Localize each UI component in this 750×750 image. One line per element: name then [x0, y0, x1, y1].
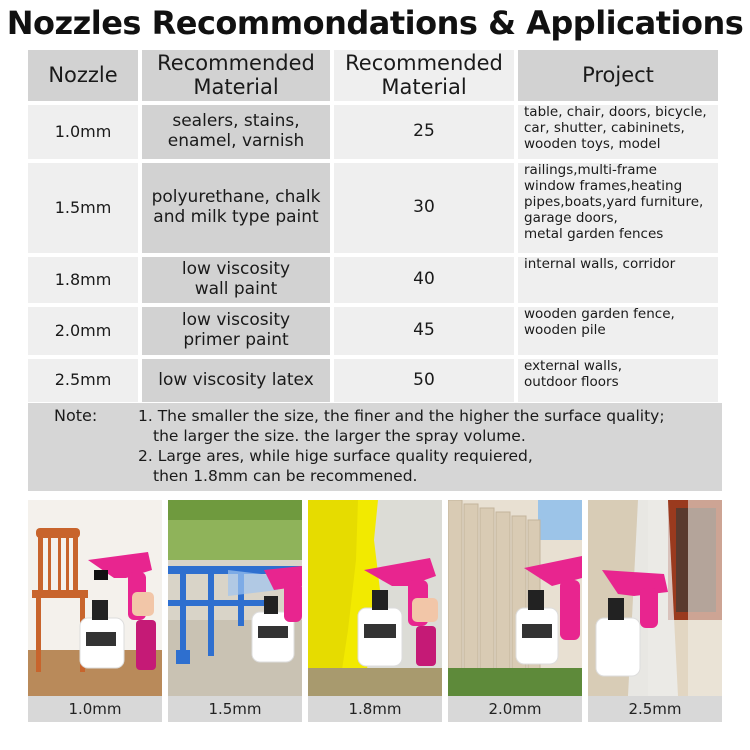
recommended-value: 50	[334, 359, 514, 402]
table-row	[28, 359, 722, 402]
project-line: pipes,boats,yard furniture,	[524, 193, 704, 210]
project-line: wooden garden fence,	[524, 306, 675, 322]
project-list	[518, 257, 718, 303]
project-line: metal garden fences	[524, 225, 664, 242]
recommended-value: 30	[334, 163, 514, 253]
exterior-wall-scene-image	[588, 500, 722, 696]
material-line: low viscosity	[181, 310, 291, 331]
page-title: Nozzles Recommondations & Applications	[6, 4, 744, 42]
material-line: wall paint	[194, 279, 278, 299]
nozzle-size: 1.5mm	[28, 163, 138, 253]
material-line: low viscosity	[181, 259, 291, 280]
photo-caption-2: 1.5mm	[168, 696, 302, 722]
nozzle-size: 1.0mm	[28, 105, 138, 159]
header-nozzle: Nozzle	[28, 50, 138, 101]
note-box	[28, 403, 722, 491]
note-line-3: 2. Large ares, while hige surface quality requiered,	[138, 447, 533, 465]
nozzle-size: 2.5mm	[28, 359, 138, 402]
recommended-material	[142, 163, 330, 253]
table-row	[28, 307, 722, 355]
project-line: garage doors,	[524, 209, 618, 226]
table-row	[28, 105, 722, 159]
table-row	[28, 163, 722, 253]
project-line: internal walls, corridor	[524, 256, 676, 272]
recommended-value: 45	[334, 307, 514, 355]
project-line: window frames,heating	[524, 177, 683, 194]
note-line-1: 1. The smaller the size, the finer and the higher the surface quality;	[138, 407, 665, 425]
header-material2-line2: Material	[381, 74, 467, 99]
photo-caption-3: 1.8mm	[308, 696, 442, 722]
wall-scene-image	[308, 500, 442, 696]
chair-scene-image	[28, 500, 162, 696]
header-material-2	[334, 50, 514, 101]
header-material-line1: Recommended	[157, 51, 315, 76]
project-line: table, chair, doors, bicycle,	[524, 104, 707, 120]
nozzle-size: 1.8mm	[28, 257, 138, 303]
nozzle-size: 2.0mm	[28, 307, 138, 355]
header-material2-line1: Recommended	[345, 51, 503, 76]
project-line: wooden toys, model	[524, 135, 661, 152]
project-line: wooden pile	[524, 321, 606, 338]
fence-scene-image	[448, 500, 582, 696]
photo-fence	[448, 500, 582, 722]
material-line: primer paint	[183, 330, 289, 350]
nozzle-table	[28, 50, 722, 406]
project-line: outdoor floors	[524, 373, 619, 390]
application-photos	[28, 500, 722, 722]
project-list	[518, 163, 718, 253]
material-line: sealers, stains,	[172, 111, 300, 132]
header-material	[142, 50, 330, 101]
recommended-value: 40	[334, 257, 514, 303]
photo-caption-5: 2.5mm	[588, 696, 722, 722]
project-list	[518, 307, 718, 355]
header-material-line2: Material	[193, 74, 279, 99]
note-line-2: the larger the size. the larger the spray volume.	[153, 427, 526, 445]
recommended-material	[142, 105, 330, 159]
header-project: Project	[518, 50, 718, 101]
photo-caption-1: 1.0mm	[28, 696, 162, 722]
recommended-material	[142, 359, 330, 402]
material-line: and milk type paint	[153, 207, 319, 227]
photo-chair	[28, 500, 162, 722]
note-label: Note:	[54, 406, 98, 425]
recommended-material	[142, 307, 330, 355]
table-header-row	[28, 50, 722, 101]
project-line: external walls,	[524, 358, 622, 374]
photo-wall	[308, 500, 442, 722]
project-list	[518, 105, 718, 159]
recommended-material	[142, 257, 330, 303]
material-line: low viscosity latex	[158, 369, 314, 390]
material-line: enamel, varnish	[167, 131, 305, 151]
photo-exterior-wall	[588, 500, 722, 722]
note-line-4: then 1.8mm can be recommened.	[153, 467, 418, 485]
table-row	[28, 257, 722, 303]
project-line: railings,multi-frame	[524, 162, 657, 178]
note-lines	[138, 406, 665, 486]
recommended-value: 25	[334, 105, 514, 159]
photo-railing	[168, 500, 302, 722]
material-line: polyurethane, chalk	[151, 187, 321, 208]
project-line: car, shutter, cabininets,	[524, 119, 685, 136]
railing-scene-image	[168, 500, 302, 696]
photo-caption-4: 2.0mm	[448, 696, 582, 722]
project-list	[518, 359, 718, 402]
